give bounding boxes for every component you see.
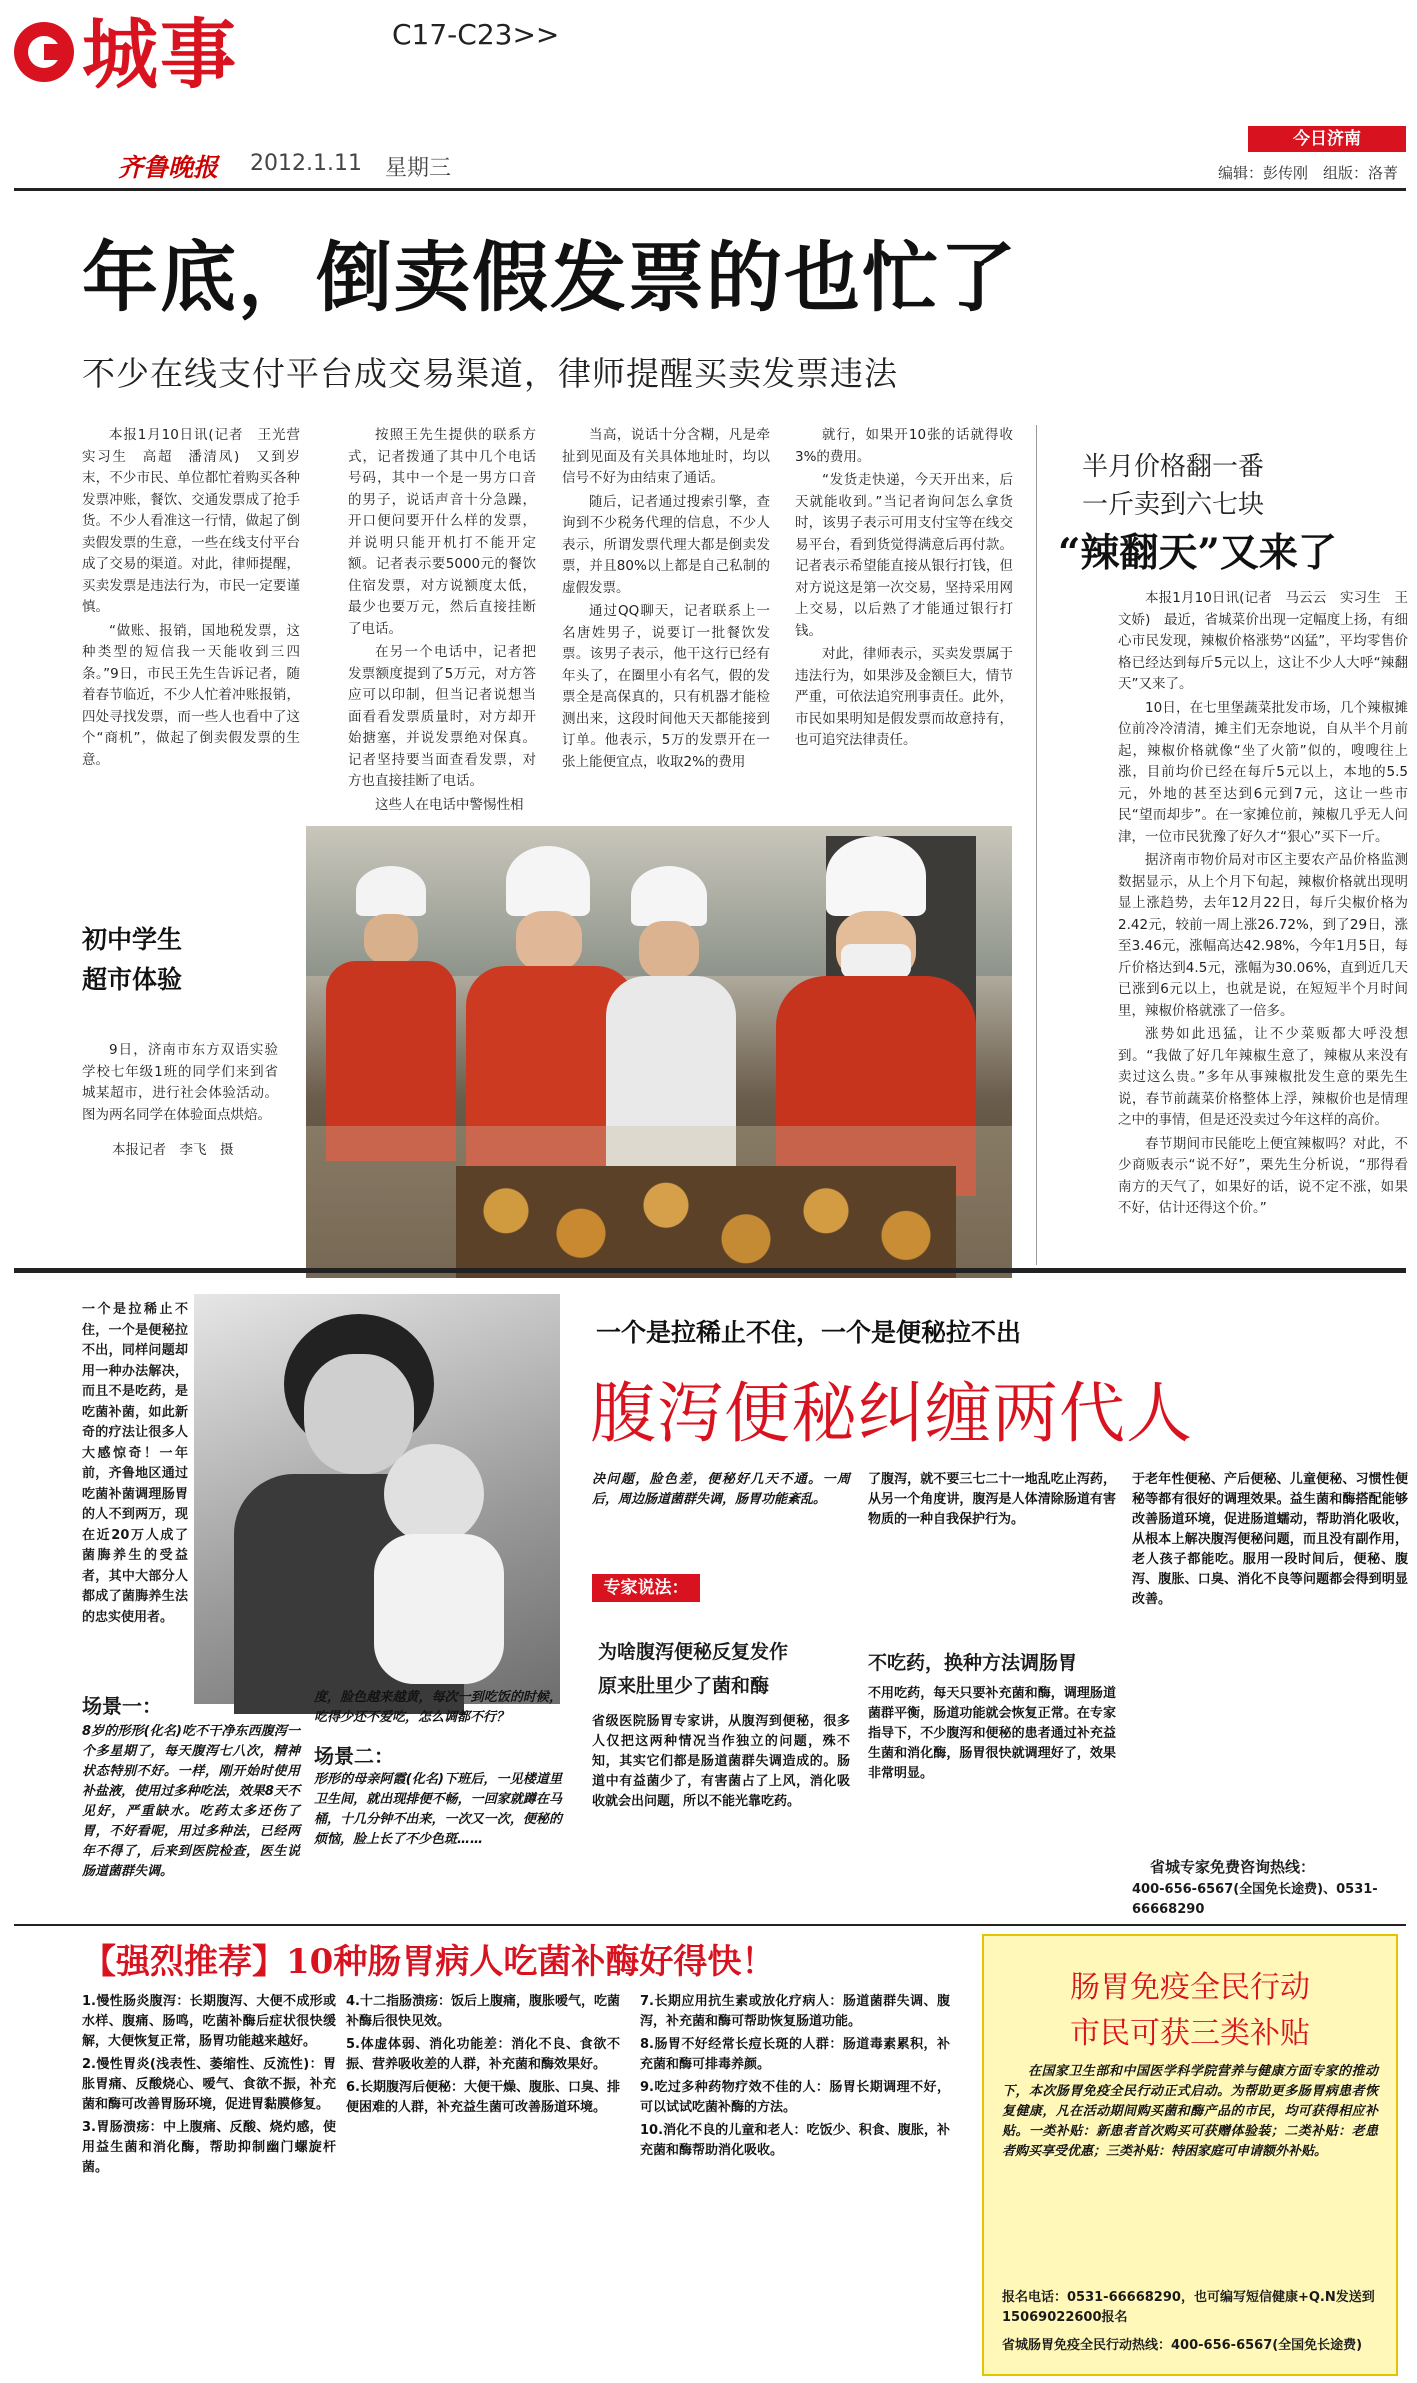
expert-label-badge xyxy=(592,1574,700,1602)
paragraph: 按照王先生提供的联系方式，记者拨通了其中几个电话号码，其中一个是一男方口音的男子，说话声音十分急躁，开口便问要开什么样的发票，并说明只能开机打不能开定额。记者表示要5000元的餐饮住宿发票，对方说额度太低，最少也要万元，然后直接挂断了电话。 xyxy=(348,427,536,637)
intro-text: 一个是拉稀止不住，一个是便秘拉不出，同样问题却用一种办法解决，而且不是吃药，是吃菌补菌，如此新奇的疗法让很多人大感惊奇！一年前，齐鲁地区通过吃菌补菌调理肠胃的人不到两万，现在近20万人成了菌脢养生的受益者，其中大部分人都成了菌脢养生法的忠实使用者。 xyxy=(82,1302,188,1625)
issue-date: 2012.1.11 xyxy=(250,151,362,176)
subsidy-box xyxy=(982,1934,1398,2376)
advert-intro xyxy=(82,1300,188,1700)
mother-child-photo xyxy=(194,1294,560,1704)
advert-kicker: 一个是拉稀止不住，一个是便秘拉不出 xyxy=(596,1318,1022,1347)
paragraph: 了腹泻，就不要三七二十一地乱吃止泻药，从另一个角度讲，腹泻是人体清除肠道有害物质的一种自我保护行为。 xyxy=(868,1472,1116,1527)
list-item: 5.体虚体弱、消化功能差：消化不良、食欲不振、营养吸收差的人群，补充菌和酶效果好。 xyxy=(346,2037,620,2072)
header-rule xyxy=(14,188,1406,191)
subsidy-title-2: 市民可获三类补贴 xyxy=(1070,2016,1310,2051)
advert-col5-text xyxy=(1132,1470,1408,1850)
news-photo xyxy=(306,826,1012,1278)
side-headline: “辣翻天”又来了 xyxy=(1058,530,1337,576)
pastry-tray xyxy=(456,1166,956,1278)
student-hat xyxy=(631,866,707,926)
paragraph: 涨势如此迅猛，让不少菜贩都大呼没想到。“我做了好几年辣椒生意了，辣椒从来没有卖过这么贵。”多年从事辣椒批发生意的栗先生说，春节前蔬菜价格整体上浮，辣椒价也是情理之中的事情，但是还没卖过今年这样的高价。 xyxy=(1118,1026,1408,1128)
scene1-text xyxy=(82,1722,300,1916)
student-face xyxy=(516,911,582,971)
editors: 编辑：彭传刚 组版：洛菁 xyxy=(1218,164,1399,182)
side-story-body xyxy=(1118,588,1408,1248)
hotline-title: 省城专家免费咨询热线： xyxy=(1150,1858,1316,1876)
paragraph: 春节期间市民能吃上便宜辣椒吗？对此，不少商贩表示“说不好”，栗先生分析说，“那得看南方的天气了，如果好的话，说不定不涨，如果不好，估计还得这个价。” xyxy=(1118,1135,1408,1216)
section-rule xyxy=(14,1268,1406,1273)
list-item: 1.慢性肠炎腹泻：长期腹泻、大便不成形或水样、腹痛、肠鸣，吃菌补酶后症状很快缓解，大便恢复正常，肠胃功能越来越好。 xyxy=(82,1994,336,2049)
paragraph: 随后，记者通过搜索引擎，查询到不少税务代理的信息，不少人表示，所谓发票代理大都是倒卖发票，并且80%以上都是自己私制的虚假发票。 xyxy=(562,493,770,596)
mother-face xyxy=(304,1354,414,1474)
recommend-col-1 xyxy=(82,1992,336,2372)
expert-title-1: 为啥腹泻便秘反复发作 xyxy=(598,1641,789,1663)
caption-paragraph: 9日，济南市东方双语实验学校七年级1班的同学们来到省城某超市，进行社会体验活动。图为两名同学在体验面点烘焙。 xyxy=(82,1042,278,1123)
expert-label: 专家说法： xyxy=(603,1578,689,1598)
student-face xyxy=(364,914,418,964)
paragraph: 就行，如果开10张的话就得收3%的费用。 xyxy=(795,427,1013,465)
student-hat xyxy=(826,836,926,916)
advert-col4-subhead: 不吃药，换种方法调肠胃 xyxy=(868,1652,1078,1674)
photo-caption-title: 初中学生 超市体验 xyxy=(82,925,183,994)
list-item: 9.吃过多种药物疗效不佳的人：肠胃长期调理不好，可以试试吃菌补酶的方法。 xyxy=(640,2080,950,2115)
masthead: 齐鲁晚报 xyxy=(118,153,219,182)
list-item: 7.长期应用抗生素或放化疗病人：肠道菌群失调、腹泻，补充菌和酶可帮助恢复肠道功能。 xyxy=(640,1994,950,2029)
advert-col4-top xyxy=(868,1470,1116,1606)
scene2-title: 场景二： xyxy=(314,1744,394,1768)
hotline-number: 400-656-6567(全国免长途费)、0531-66668290 xyxy=(1132,1882,1378,1917)
student-face xyxy=(639,921,699,979)
lead-subheadline: 不少在线支付平台成交易渠道，律师提醒买卖发票违法 xyxy=(82,354,898,393)
recommend-col-2 xyxy=(346,1992,620,2372)
lead-column-2 xyxy=(348,425,536,813)
child-head xyxy=(384,1444,484,1544)
paragraph: 决问题，脸色差，便秘好几天不通。一周后，周边肠道菌群失调，肠胃功能紊乱。 xyxy=(592,1472,850,1507)
photo-credit: 本报记者 李飞 摄 xyxy=(112,1142,234,1158)
list-item: 3.胃肠溃疡：中上腹痛、反酸、烧灼感，使用益生菌和消化酶，帮助抑制幽门螺旋杆菌。 xyxy=(82,2120,336,2175)
photo-caption-text xyxy=(82,1040,278,1130)
subsidy-title-1: 肠胃免疫全民行动 xyxy=(1070,1970,1310,2005)
bottom-headline: 【强烈推荐】10种肠胃病人吃菌补酶好得快！ xyxy=(82,1942,776,1982)
issue-weekday: 星期三 xyxy=(385,156,452,181)
page-range: C17-C23>> xyxy=(392,18,560,51)
paragraph: 在国家卫生部和中国医学科学院营养与健康方面专家的推动下，本次肠胃免疫全民行动正式启动。为帮助更多肠胃病患者恢复健康，凡在活动期间购买菌和酶产品的市民，均可获得相应补贴。一类补贴：新患者首次购买可获赠体验装；二类补贴：老患者购买享受优惠；三类补贴：特困家庭可申请额外补贴。 xyxy=(1002,2064,1378,2159)
paragraph: “发货走快递，今天开出来，后天就能收到。”当记者询问怎么拿货时，该男子表示可用支付宝等在线交易平台，看到货觉得满意后再付款。记者表示希望能直接从银行打钱，但对方说这是第一次交易，坚持采用网上交易，以后熟了才能通过银行打钱。 xyxy=(795,472,1013,639)
lead-column-3 xyxy=(562,425,770,801)
lead-column-1 xyxy=(82,425,314,801)
paragraph: 本报1月10日讯(记者 王光营 实习生 高超 潘清凤) 又到岁末，不少市民、单位都忙着购买各种发票冲账，餐饮、交通发票成了抢手货。不少人看准这一行情，做起了倒卖假发票的生意，一些在线支付平台成了交易的渠道。对此，律师提醒，买卖发票是违法行为，市民一定要谨慎。 xyxy=(82,427,314,615)
child-body xyxy=(374,1534,504,1684)
advert-headline: 腹泻便秘纠缠两代人 xyxy=(590,1375,1193,1452)
advert-col3-top xyxy=(592,1470,850,1570)
list-item: 6.长期腹泻后便秘：大便干燥、腹胀、口臭、排便困难的人群，补充益生菌可改善肠道环境。 xyxy=(346,2080,620,2115)
subsidy-contact: 报名电话：0531-66668290，也可编写短信健康+Q.N发送到15069022600报名 xyxy=(1002,2290,1375,2325)
paragraph: 形形的母亲阿霞(化名)下班后，一见楼道里卫生间，就出现排便不畅，一回家就蹲在马桶，十几分钟不出来，一次又一次，便秘的烦恼，脸上长了不少色斑…… xyxy=(314,1772,562,1847)
paragraph: 当高，说话十分含糊，凡是牵扯到见面及有关具体地址时，均以信号不好为由结束了通话。 xyxy=(562,427,770,486)
subsidy-text xyxy=(1002,2062,1378,2282)
expert-text xyxy=(592,1712,850,1916)
paragraph: 度，脸色越来越黄，每次一到吃饭的时候，吃得少还不爱吃，怎么调都不行？ xyxy=(314,1690,562,1725)
paragraph: “做账、报销，国地税发票，这种类型的短信我一天能收到三四条。”9日，市民王先生告诉记者，随着春节临近，不少人忙着冲账报销，四处寻找发票，而一些人也看中了这个“商机”，做起了倒卖假发票的生意。 xyxy=(82,622,300,768)
list-item: 8.肠胃不好经常长痘长斑的人群：肠道毒素累积，补充菌和酶可排毒养颜。 xyxy=(640,2037,950,2072)
column-divider xyxy=(1036,425,1037,1265)
section-logo-icon xyxy=(14,22,74,82)
today-jinan-badge xyxy=(1248,126,1406,152)
paragraph: 在另一个电话中，记者把发票额度提到了5万元，对方答应可以印制，但当记者说想当面看看发票质量时，对方却开始搪塞，并说发票绝对保真。记者坚持要当面查看发票，对方也直接挂断了电话。 xyxy=(348,644,536,789)
student-hat xyxy=(356,866,426,916)
list-item: 2.慢性胃炎(浅表性、萎缩性、反流性)：胃胀胃痛、反酸烧心、嗳气、食欲不振，补充菌和酶可改善胃肠环境，促进胃黏膜修复。 xyxy=(82,2057,336,2112)
recommend-col-3 xyxy=(640,1992,950,2372)
scene2-text xyxy=(314,1770,562,1916)
face-mask xyxy=(841,944,911,978)
paragraph: 于老年性便秘、产后便秘、儿童便秘、习惯性便秘等都有很好的调理效果。益生菌和酶搭配能够改善肠道环境，促进肠道蠕动，帮助消化吸收，从根本上解决腹泻便秘问题，而且没有副作用，老人孩子都能吃。服用一段时间后，便秘、腹泻、腹胀、口臭、消化不良等问题都会得到明显改善。 xyxy=(1132,1472,1408,1607)
list-item: 4.十二指肠溃疡：饭后上腹痛，腹胀嗳气，吃菌补酶后很快见效。 xyxy=(346,1994,620,2029)
paragraph: 这些人在电话中警惕性相 xyxy=(375,796,524,813)
list-item: 10.消化不良的儿童和老人：吃饭少、积食、腹胀，补充菌和酶帮助消化吸收。 xyxy=(640,2123,950,2158)
section-title: 城事 xyxy=(82,10,238,99)
paragraph: 10日，在七里堡蔬菜批发市场，几个辣椒摊位前冷冷清清，摊主们无奈地说，自从半个月前起，辣椒价格就像“坐了火箭”似的，嗖嗖往上涨，目前均价已经在每斤5元以上，本地的5.5元，外地的甚至达到6元到7元，这让一些市民“望而却步”。在一家摊位前，辣椒几乎无人问津，一位市民犹豫了好久才“狠心”买下一斤。 xyxy=(1118,699,1408,845)
paragraph: 8岁的形形(化名)吃不干净东西腹泻一个多星期了，每天腹泻七八次，精神状态特别不好。一样，刚开始时使用补盐液，使用过多种吃法，效果8天不见好，严重缺水。吃药太多还伤了胃，不好看呢，用过多种法，已经两年不得了，后来到医院检查，医生说肠道菌群失调。 xyxy=(82,1724,300,1879)
scene1-title: 场景一： xyxy=(82,1694,162,1718)
student-hat xyxy=(506,846,590,916)
paragraph: 不用吃药，每天只要补充菌和酶，调理肠道菌群平衡，肠道功能就会恢复正常。在专家指导下，不少腹泻和便秘的患者通过补充益生菌和消化酶，肠胃很快就调理好了，效果非常明显。 xyxy=(868,1686,1116,1781)
badge-label: 今日济南 xyxy=(1293,129,1361,149)
side-kicker-2: 一斤卖到六七块 xyxy=(1082,490,1265,520)
mid-text xyxy=(314,1688,562,1732)
advert-col4-text xyxy=(868,1684,1116,1916)
paragraph: 通过QQ聊天，记者联系上一名唐姓男子，说要订一批餐饮发票。该男子表示，他干这行已经有年头了，在圈里小有名气，假的发票全是高保真的，只有机器才能检测出来，这段时间他天天都能接到订单。他表示，5万的发票开在一张上能便宜点，收取2%的费用 xyxy=(562,603,770,770)
lead-headline: 年底，倒卖假发票的也忙了 xyxy=(82,233,1018,322)
paragraph: 省级医院肠胃专家讲，从腹泻到便秘，很多人仅把这两种情况当作独立的问题，殊不知，其实它们都是肠道菌群失调造成的。肠道中有益菌少了，有害菌占了上风，消化吸收就会出问题，所以不能光靠吃药。 xyxy=(592,1714,850,1809)
lead-column-4 xyxy=(795,425,1013,801)
subsidy-hotline: 省城肠胃免疫全民行动热线：400-656-6567(全国免长途费) xyxy=(1002,2338,1363,2353)
expert-title-2: 原来肚里少了菌和酶 xyxy=(598,1675,770,1697)
paragraph: 对此，律师表示，买卖发票属于违法行为，如果涉及金额巨大，情节严重，可依法追究刑事责任。此外，市民如果明知是假发票而故意持有，也可追究法律责任。 xyxy=(795,646,1013,748)
paragraph: 据济南市物价局对市区主要农产品价格监测数据显示，从上个月下旬起，辣椒价格就出现明显上涨趋势，去年12月22日，每斤尖椒价格为2.42元，较前一周上涨26.72%，到了29日，涨至3.46元，涨幅高达42.98%，今年1月5日，每斤价格达到4.5元，涨幅为30.06%，直到近几天已涨到6元以上，也就是说，在短短半个月时间里，辣椒价格就涨了一倍多。 xyxy=(1118,852,1408,1019)
paragraph: 本报1月10日讯(记者 马云云 实习生 王文娇) 最近，省城菜价出现一定幅度上扬，有细心市民发现，辣椒价格涨势“凶猛”，平均零售价格已经达到每斤5元以上，这让不少人大呼“辣翻天”又来了。 xyxy=(1118,590,1408,692)
advert-rule xyxy=(14,1924,1406,1926)
side-kicker-1: 半月价格翻一番 xyxy=(1082,452,1265,482)
